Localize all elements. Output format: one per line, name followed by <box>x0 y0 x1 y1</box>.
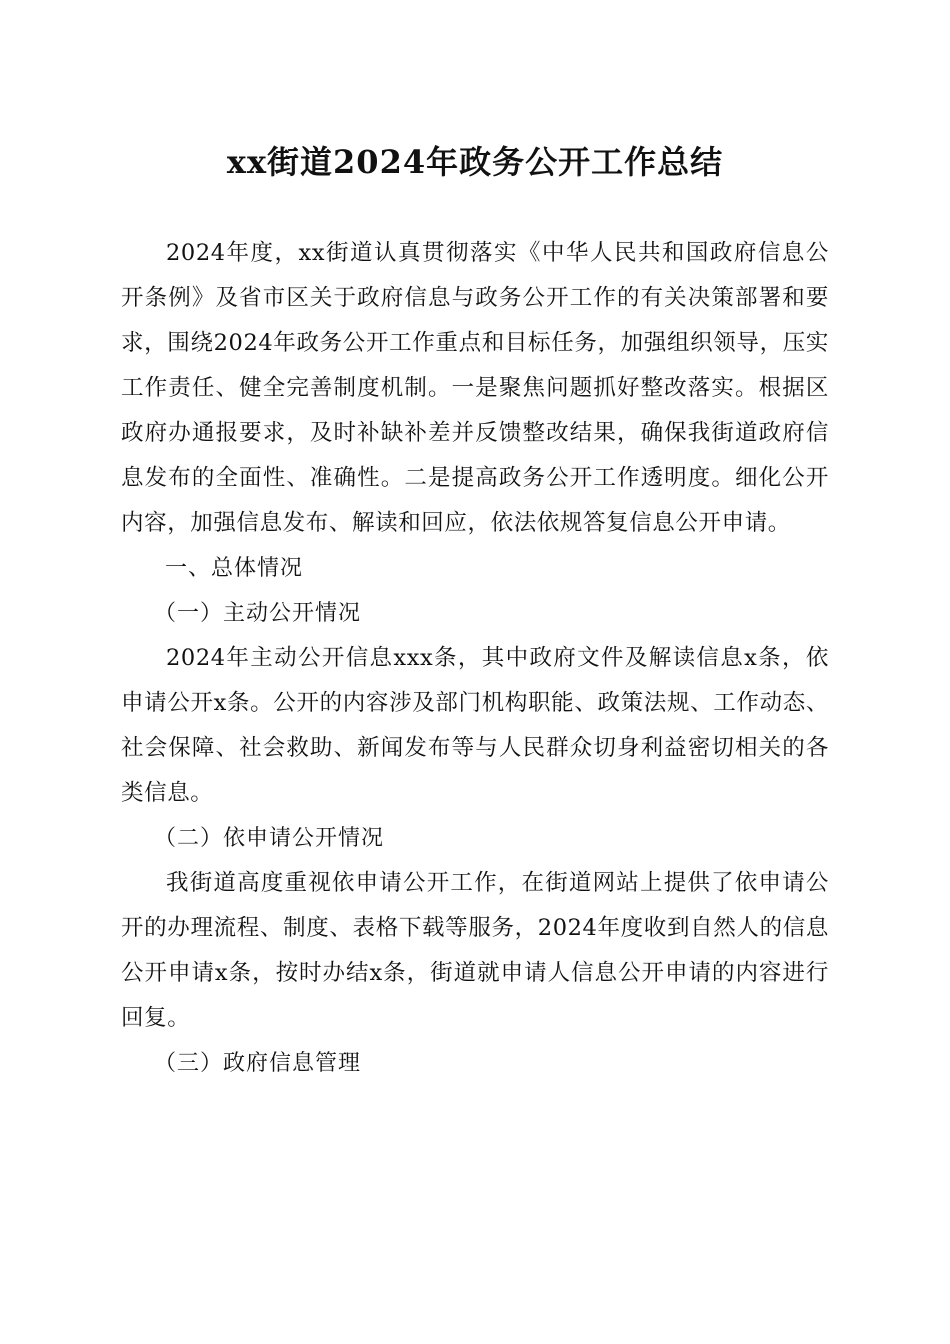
subsection-heading-proactive: （一）主动公开情况 <box>154 601 362 626</box>
subsection-heading-management: （三）政府信息管理 <box>154 1051 362 1076</box>
subsection-heading-application: （二）依申请公开情况 <box>154 826 385 851</box>
document-body <box>121 231 829 1086</box>
section-heading-overall: 一、总体情况 <box>165 556 304 581</box>
proactive-paragraph: 2024年主动公开信息xxx条，其中政府文件及解读信息x条，依申请公开x条。公开的内容涉及部门机构职能、政策法规、工作动态、社会保障、社会救助、新闻发布等与人民群众切身利益密切相关的各类信息。 <box>121 645 829 806</box>
intro-paragraph: 2024年度，xx街道认真贯彻落实《中华人民共和国政府信息公开条例》及省市区关于政府信息与政务公开工作的有关决策部署和要求，围绕2024年政务公开工作重点和目标任务，加强组织领导，压实工作责任、健全完善制度机制。一是聚焦问题抓好整改落实。根据区政府办通报要求，及时补缺补差并反馈整改结果，确保我街道政府信息发布的全面性、准确性。二是提高政务公开工作透明度。细化公开内容，加强信息发布、解读和回应，依法依规答复信息公开申请。 <box>121 240 829 536</box>
document-title: xx街道2024年政务公开工作总结 <box>226 143 724 181</box>
application-paragraph: 我街道高度重视依申请公开工作，在街道网站上提供了依申请公开的办理流程、制度、表格下载等服务，2024年度收到自然人的信息公开申请x条，按时办结x条，街道就申请人信息公开申请的内容进行回复。 <box>121 870 829 1031</box>
